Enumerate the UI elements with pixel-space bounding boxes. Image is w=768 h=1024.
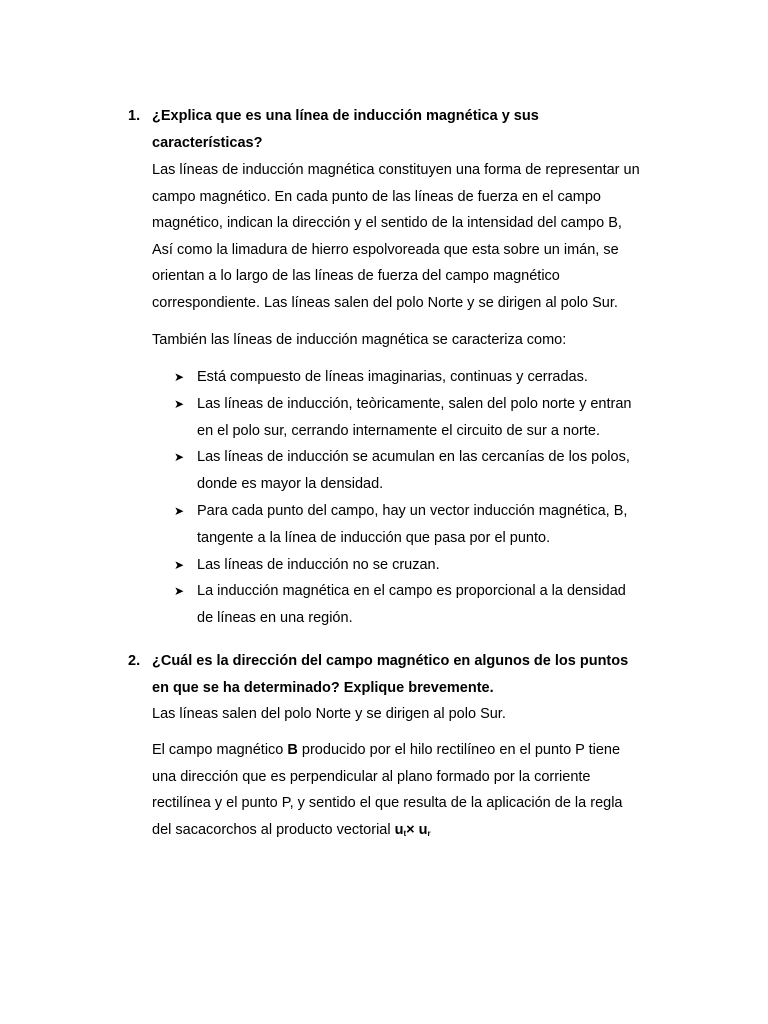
list-item-line: tangente a la línea de inducción que pasa por el punto. bbox=[197, 529, 551, 546]
vector-symbol: u bbox=[418, 821, 428, 838]
vector-ur bbox=[419, 822, 431, 838]
list-item bbox=[174, 364, 674, 391]
paragraph-line bbox=[152, 737, 672, 764]
vector-b: B bbox=[287, 742, 298, 758]
question-title bbox=[152, 103, 668, 156]
vector-ut bbox=[395, 822, 407, 838]
answer-paragraph-1 bbox=[152, 157, 672, 317]
list-item-line: Está compuesto de líneas imaginarias, continuas y cerradas. bbox=[197, 369, 588, 385]
list-item bbox=[174, 552, 674, 579]
list-item-line: de líneas en una región. bbox=[197, 610, 353, 627]
list-item-line: donde es mayor la densidad. bbox=[197, 476, 384, 493]
answer-paragraph-2: También las líneas de inducción magnética se caracteriza como: bbox=[152, 332, 567, 348]
paragraph-line: Las líneas de inducción magnética constituyen una forma de representar un bbox=[152, 162, 640, 178]
list-item-line: Para cada punto del campo, hay un vector inducción magnética, B, bbox=[197, 502, 628, 519]
list-item-line: Las líneas de inducción, teòricamente, salen del polo norte y entran bbox=[197, 395, 632, 412]
paragraph-line: rectilínea y el punto P, y sentido el que resulta de la aplicación de la regla bbox=[152, 795, 623, 812]
text-span: producido por el hilo rectilíneo en el punto P tiene bbox=[297, 742, 621, 758]
list-item bbox=[174, 444, 674, 498]
list-item-line: Las líneas de inducción se acumulan en las cercanías de los polos, bbox=[197, 449, 630, 466]
list-item bbox=[174, 498, 674, 552]
arrowhead-bullet-icon: ➤ bbox=[174, 450, 185, 465]
paragraph-line: una dirección que es perpendicular al plano formado por la corriente bbox=[152, 768, 591, 785]
text-span: El campo magnético bbox=[152, 742, 288, 758]
question-title-line: en que se ha determinado? Explique brevemente. bbox=[152, 679, 494, 696]
text-span: del sacacorchos al producto vectorial bbox=[152, 821, 395, 838]
arrowhead-bullet-icon: ➤ bbox=[174, 396, 185, 411]
vector-subscript: t bbox=[403, 828, 407, 838]
paragraph-line: Así como la limadura de hierro espolvoreada que esta sobre un imán, se bbox=[152, 241, 619, 258]
arrowhead-bullet-icon: ➤ bbox=[174, 557, 185, 572]
arrowhead-bullet-icon: ➤ bbox=[174, 503, 185, 518]
question-title-line: características? bbox=[152, 134, 263, 151]
arrowhead-bullet-icon: ➤ bbox=[174, 370, 185, 384]
vector-subscript: r bbox=[427, 828, 431, 838]
list-item-line: La inducción magnética en el campo es proporcional a la densidad bbox=[197, 583, 626, 600]
question-number: 1. bbox=[128, 108, 141, 124]
vector-symbol: u bbox=[394, 821, 404, 838]
answer-paragraph-3: Las líneas salen del polo Norte y se dirigen al polo Sur. bbox=[152, 706, 506, 722]
paragraph-line: magnético, indican la dirección y el sentido de la intensidad del campo B, bbox=[152, 215, 622, 232]
paragraph-line bbox=[152, 817, 672, 848]
characteristics-list bbox=[174, 364, 674, 632]
list-item-line: en el polo sur, cerrando internamente el circuito de sur a norte. bbox=[197, 422, 601, 439]
question-number: 2. bbox=[128, 653, 141, 669]
list-item bbox=[174, 578, 674, 632]
list-item-line: Las líneas de inducción no se cruzan. bbox=[197, 556, 440, 573]
question-title-line: ¿Cuál es la dirección del campo magnético en algunos de los puntos bbox=[152, 653, 629, 669]
question-title-line: ¿Explica que es una línea de inducción magnética y sus bbox=[152, 108, 539, 124]
paragraph-line: correspondiente. Las líneas salen del polo Norte y se dirigen al polo Sur. bbox=[152, 294, 618, 311]
answer-paragraph-4 bbox=[152, 737, 672, 847]
paragraph-line: campo magnético. En cada punto de las líneas de fuerza en el campo bbox=[152, 188, 601, 205]
list-item bbox=[174, 391, 674, 445]
arrowhead-bullet-icon: ➤ bbox=[174, 584, 185, 599]
question-title bbox=[152, 648, 668, 701]
cross-symbol: × bbox=[406, 821, 415, 838]
paragraph-line: orientan a lo largo de las líneas de fuerza del campo magnético bbox=[152, 268, 560, 285]
